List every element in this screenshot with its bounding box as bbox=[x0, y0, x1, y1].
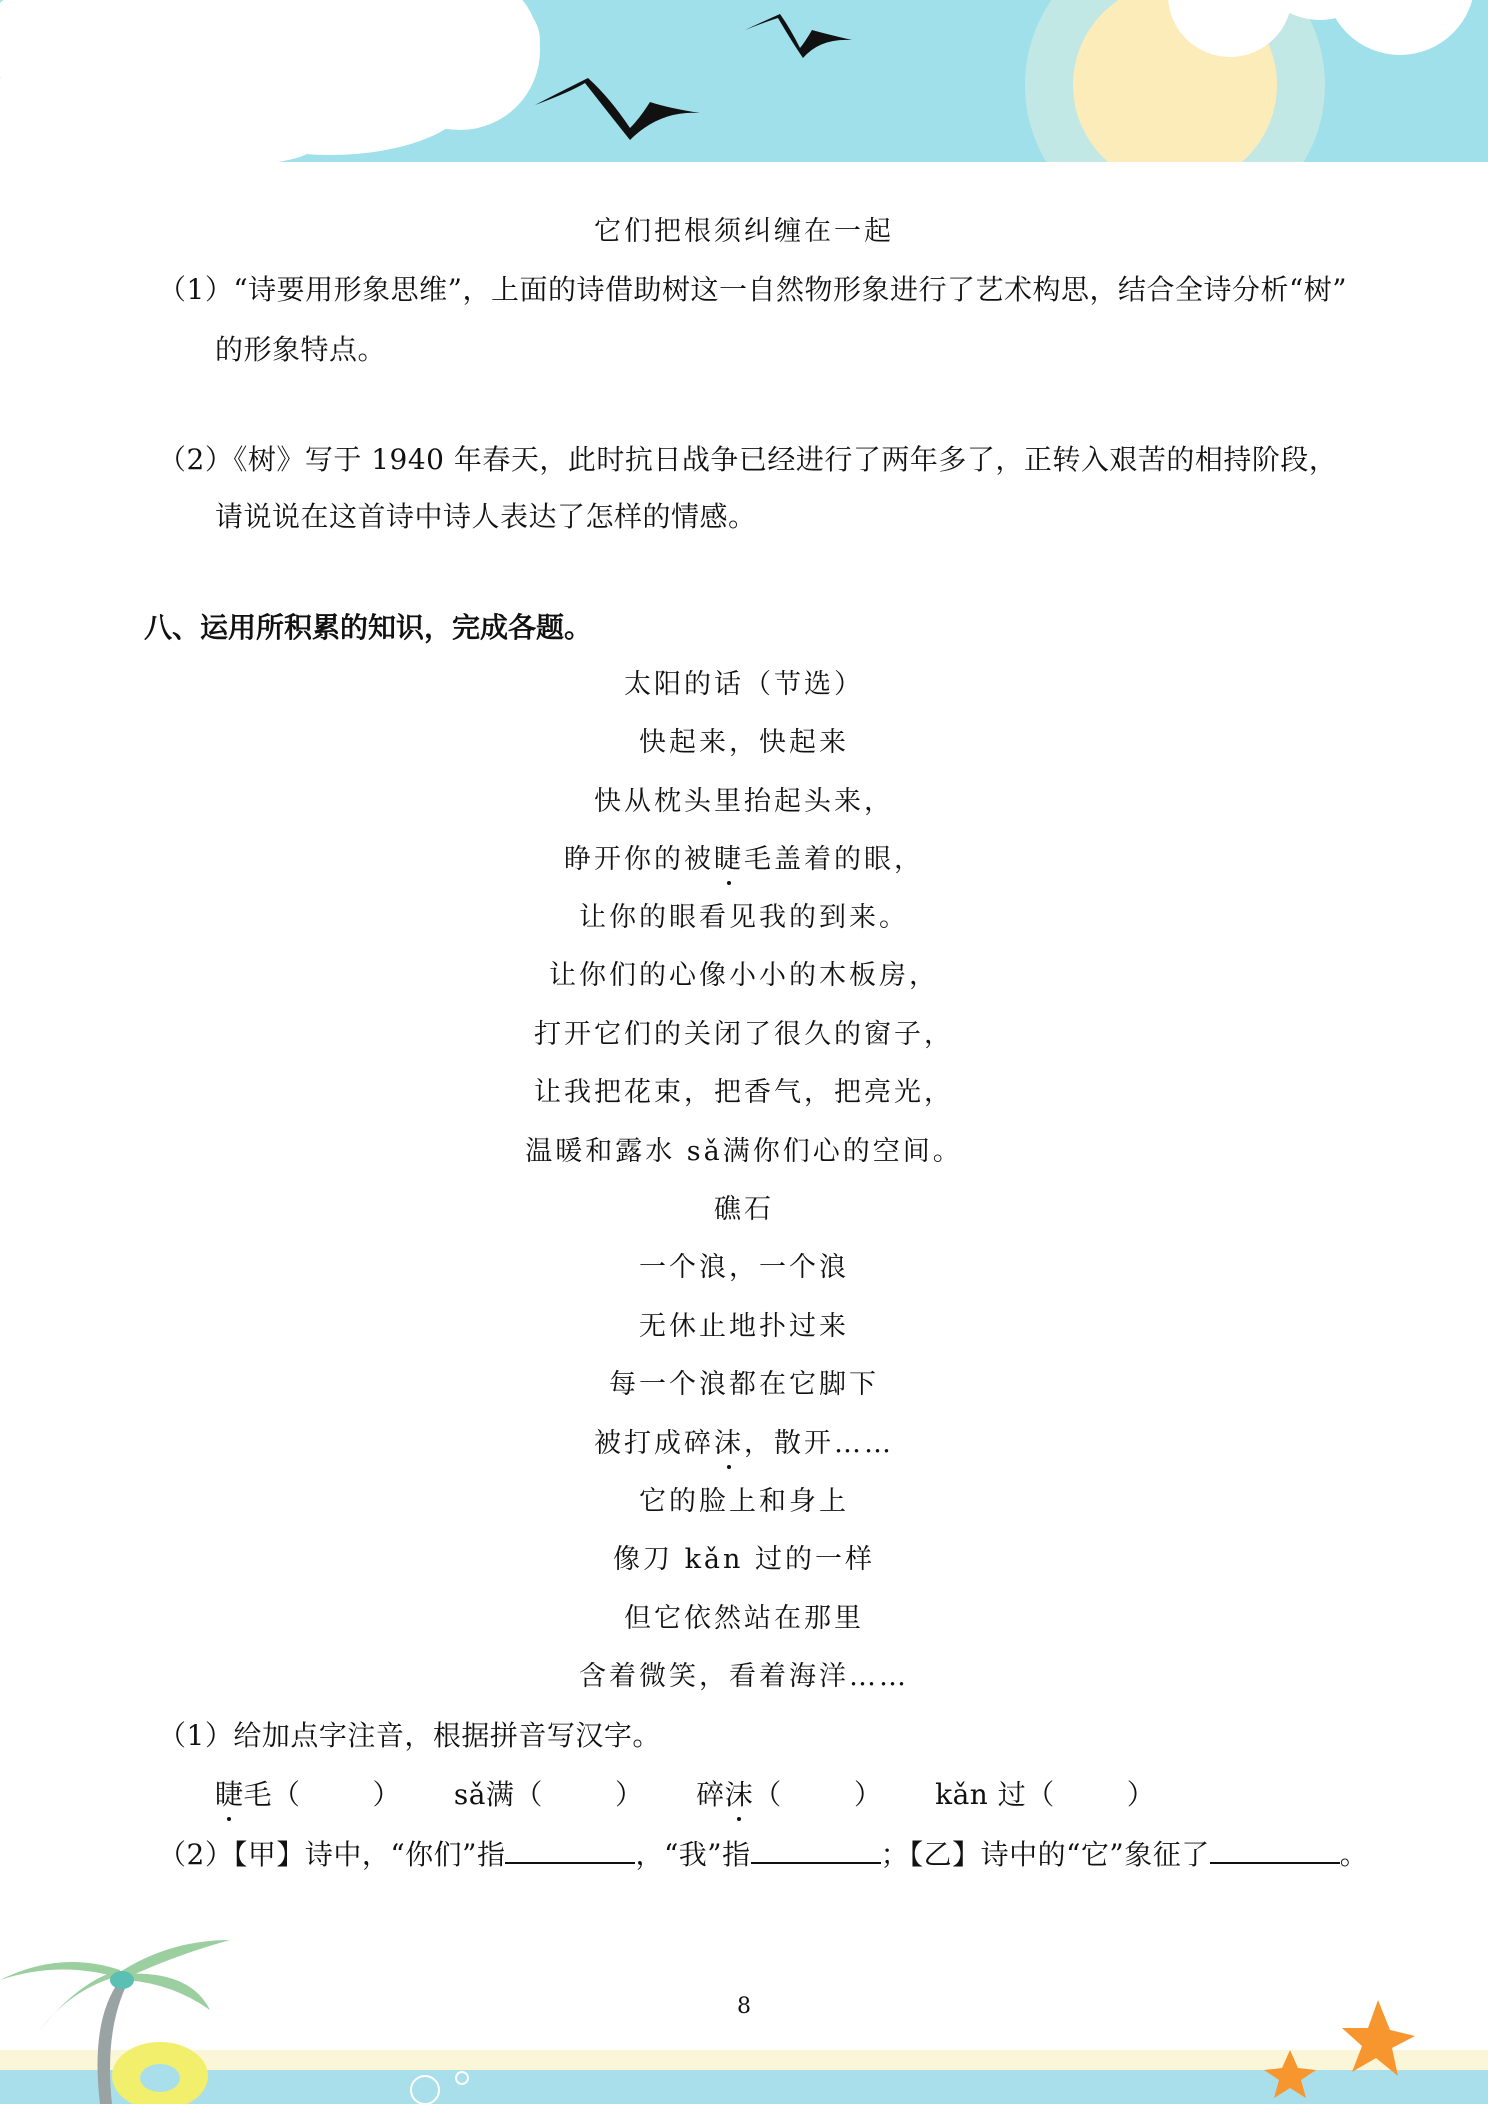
question-8-2 bbox=[158, 1834, 1368, 1875]
poem-text: 毛盖着的眼， bbox=[744, 844, 924, 875]
poem-1-line: 打开它们的关闭了很久的窗子， bbox=[534, 1019, 954, 1050]
poem-2-line: 每一个浪都在它脚下 bbox=[609, 1369, 879, 1400]
paren-close: ） bbox=[372, 1778, 402, 1811]
question-7-1-line1: （1）“诗要用形象思维”，上面的诗借助树这一自然物形象进行了艺术构思，结合全诗分析“树” bbox=[158, 273, 1348, 306]
question-7-2-line1: （2）《树》写于 1940 年春天，此时抗日战争已经进行了两年多了，正转入艰苦的相持阶段， bbox=[158, 443, 1338, 476]
item-text: 毛（ bbox=[243, 1778, 301, 1811]
question-8-1-prompt: （1）给加点字注音，根据拼音写汉字。 bbox=[158, 1719, 661, 1752]
section-8-title: 八、运用所积累的知识，完成各题。 bbox=[144, 611, 593, 644]
poem-text: 被打成碎 bbox=[594, 1428, 714, 1459]
question-text: 。 bbox=[1339, 1838, 1369, 1871]
poem-line: 它们把根须纠缠在一起 bbox=[594, 216, 894, 247]
dotted-character: 睫 bbox=[215, 1775, 244, 1815]
poem-1-line: 快从枕头里抬起头来， bbox=[594, 786, 894, 817]
poem-1-line: 让我把花束，把香气，把亮光， bbox=[534, 1077, 954, 1108]
poem-text: 睁开你的被 bbox=[564, 844, 714, 875]
dotted-character: 沫 bbox=[725, 1775, 754, 1815]
poem-2-line: 无休止地扑过来 bbox=[639, 1311, 849, 1342]
dotted-character: 沫 bbox=[714, 1425, 744, 1463]
question-text: ；【乙】诗中的“它”象征了 bbox=[880, 1838, 1210, 1871]
poem-1-line bbox=[0, 841, 1488, 879]
poem-2-line: 但它依然站在那里 bbox=[624, 1603, 864, 1634]
poem-1-title: 太阳的话（节选） bbox=[624, 669, 864, 700]
poem-1-line: 让你的眼看见我的到来。 bbox=[579, 902, 909, 933]
paren-close: ） bbox=[1126, 1778, 1156, 1811]
poem-1-line: 快起来，快起来 bbox=[639, 727, 849, 758]
poem-1-line: 温暖和露水 sǎ满你们心的空间。 bbox=[525, 1136, 963, 1167]
poem-2-line: 一个浪，一个浪 bbox=[639, 1252, 849, 1283]
item-text: sǎ满（ bbox=[453, 1778, 543, 1811]
paren-close: ） bbox=[614, 1778, 644, 1811]
question-8-1-items bbox=[215, 1775, 1415, 1815]
poem-text: ，散开…… bbox=[744, 1428, 894, 1459]
page-number: 8 bbox=[737, 1994, 751, 2019]
poem-2-line: 含着微笑，看着海洋…… bbox=[579, 1661, 909, 1692]
question-text: ，“我”指 bbox=[635, 1838, 751, 1871]
header-banner bbox=[0, 0, 1488, 168]
item-text: （ bbox=[753, 1778, 782, 1811]
question-text: （2）【甲】诗中，“你们”指 bbox=[158, 1838, 506, 1871]
poem-2-title: 礁石 bbox=[714, 1194, 774, 1225]
poem-2-line: 像刀 kǎn 过的一样 bbox=[612, 1544, 875, 1575]
item-text: kǎn 过（ bbox=[935, 1778, 1055, 1811]
sand-strip bbox=[0, 2050, 1488, 2070]
question-7-2-line2: 请说说在这首诗中诗人表达了怎样的情感。 bbox=[215, 500, 757, 533]
dotted-character: 睫 bbox=[714, 841, 744, 879]
poem-2-line: 它的脸上和身上 bbox=[639, 1486, 849, 1517]
item-text: 碎 bbox=[696, 1778, 725, 1811]
poem-1-line: 让你们的心像小小的木板房， bbox=[549, 960, 939, 991]
answer-blank[interactable] bbox=[751, 1834, 881, 1864]
paren-close: ） bbox=[853, 1778, 883, 1811]
answer-blank[interactable] bbox=[1210, 1834, 1340, 1864]
poem-2-line bbox=[0, 1425, 1488, 1463]
sea-strip bbox=[0, 2070, 1488, 2104]
question-7-1-line2: 的形象特点。 bbox=[215, 333, 387, 366]
answer-blank[interactable] bbox=[505, 1834, 635, 1864]
